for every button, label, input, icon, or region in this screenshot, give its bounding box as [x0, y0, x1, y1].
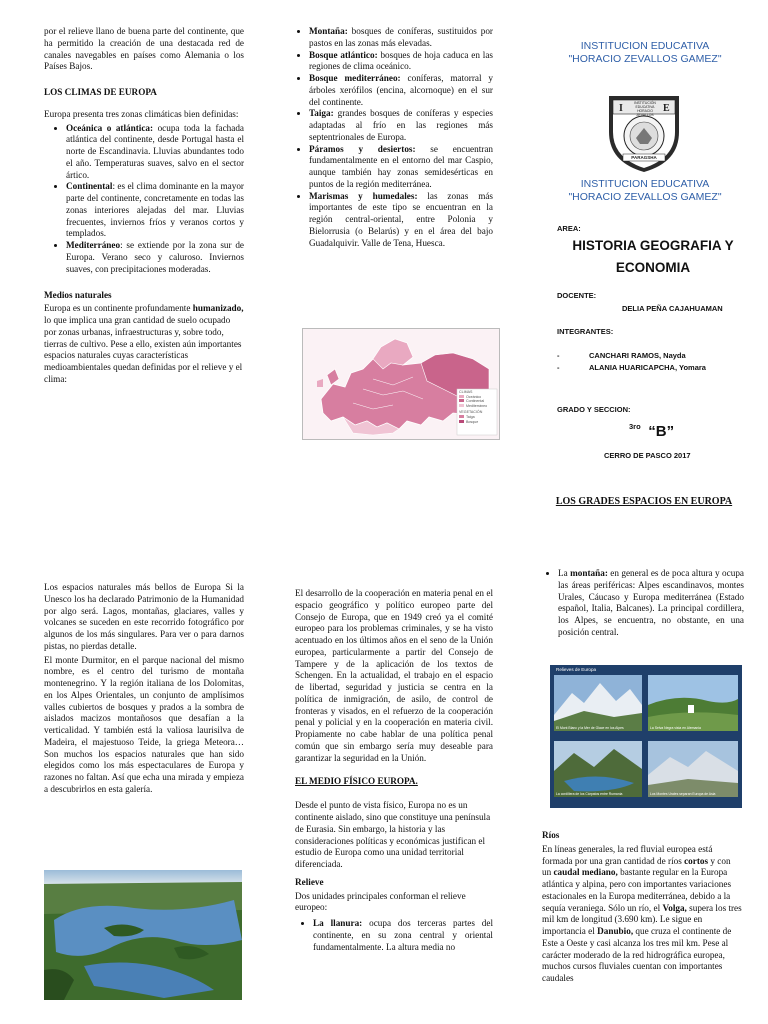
- list-item: - CANCHARI RAMOS, Nayda: [557, 351, 686, 360]
- medios-list: [291, 26, 493, 250]
- area-label: AREA:: [557, 224, 581, 233]
- relieve-list: [295, 918, 493, 953]
- grado-label: GRADO Y SECCION:: [557, 405, 631, 414]
- espacios-paragraph-2: El monte Durmitor, en el parque nacional del mismo nombre, es el centro del turismo de montaña montenegrino. Y la región italiana de los Dolomitas, en los Alpes Orientales, un conjunto de amplísimos valles cubiertos de bosques y prados a la sombra de aislados macizos montañosos que desafían a la verticalidad. Y también está la valiosa laurisilva de Madeira, el majestuoso Teide, la griega Meteora… Son muchos los espacios naturales que han sido elegidos como los más espectaculares de Europa y razones no faltan. Así que echa una mirada y empieza a descubrirlos en esta galería.: [44, 654, 244, 795]
- climas-list: [44, 123, 244, 276]
- photo-caption: El Mont Blanc y la Mer de Glace en los Alpes: [556, 726, 624, 730]
- list-item: • Continental: es el clima dominante en la mayor parte del continente, concretamente en todas las zonas interiores alejadas del mar. Lluvias frecuentes, inviernos fríos y veranos cortos y templados.: [66, 181, 244, 240]
- rios-paragraph: En líneas generales, la red fluvial europea está formada por una gran cantidad de ríos cortos y con un caudal mediano, bastante regular en la Europa atlántica y alpina, pero con importantes variaciones estacionales en la Europa mediterránea, debido a la sequía veraniega. Sólo un río, el Volga, supera los tres mil km de longitud (3.690 km). Le sigue en importancia el Danubio, que cruza el continente de Este a Oeste y casi alcanza los tres mil km. Pese al carácter moderado de la red hidrográfica europea, muchos cursos fluviales cuentan con importantes caudales: [542, 843, 742, 984]
- school-name: INSTITUCION EDUCATIVA "HORACIO ZEVALLOS GAMEZ": [568, 40, 722, 66]
- legend-entry: Oceánico: [459, 395, 497, 400]
- legend-entry: Bosque: [459, 420, 497, 425]
- panel-espacios: [44, 582, 244, 798]
- lake-forest-photo: [44, 870, 242, 1000]
- panel-cooperacion: [295, 588, 493, 957]
- legend-heading: CLIMAS: [459, 390, 473, 394]
- school-crest-logo: [603, 88, 685, 174]
- medios-paragraph: Europa es un continente profundamente humanizado, lo que implica una gran cantidad de suelo ocupado por zonas urbanas, infraestructuras y, sobre todo, tierras de cultivo. Pese a ello, existen aún importantes espacios naturales cuyas características medioambientales quedan definidas por el relieve y el clima:: [44, 303, 244, 384]
- list-item: • Bosque atlántico: bosques de hoja caduca en las regiones de clima oceánico.: [309, 50, 493, 74]
- integrantes-list: [557, 350, 706, 374]
- collage-title: Relieves de Europa: [556, 667, 597, 672]
- map-legend: [459, 390, 497, 424]
- mountain-landscapes-graphic: [550, 665, 742, 808]
- panel-montana: [540, 568, 744, 643]
- montana-list: [540, 568, 744, 639]
- panel-cover-details: [545, 178, 745, 204]
- legend-entry: Mediterráneo: [459, 404, 497, 409]
- area-value: HISTORIA GEOGRAFIA Y ECONOMIA: [572, 238, 734, 275]
- legend-entry: Continental: [459, 399, 497, 404]
- intro-paragraph: por el relieve llano de buena parte del continente, que ha permitido la creación de una destacada red de canales navegables en países como Alemania o los Países Bajos.: [44, 26, 244, 72]
- espacios-paragraph: Los espacios naturales más bellos de Europa Si la Unesco los ha declarado Patrimonio de la Humanidad por algo será. Lagos, montañas, glaciares, valles y volcanes se suceden en este recorrido fotográfico por algunos de los más singulares. Para ver o para darnos pistas, no pierdas detalle.: [44, 582, 244, 651]
- medios-heading: Medios naturales: [44, 289, 112, 300]
- relieve-paragraph: Dos unidades principales conforman el relieve europeo:: [295, 890, 466, 913]
- climas-intro: Europa presenta tres zonas climáticas bien definidas:: [44, 108, 239, 119]
- lake-landscape-graphic: [44, 870, 242, 1000]
- list-item: • Montaña: bosques de coníferas, sustituidos por pastos en las zonas más elevadas.: [309, 26, 493, 50]
- docente-value: DELIA PEÑA CAJAHUAMAN: [622, 304, 723, 313]
- relieves-photo-collage: [550, 665, 742, 808]
- list-item: • La montaña: en general es de poca altura y ocupa las áreas periféricas: Alpes escandinavos, montes Urales, Cáucaso y Europa mediterránea (Estado español, Italia, Balcanes). La principal cordillera, los Alpes, se encuentra, no obstante, en una posición central.: [558, 568, 744, 639]
- crest-text: INSTITUCIÓN EDUCATIVA HORACIO ZEVALLOS: [634, 101, 656, 117]
- list-item: • Páramos y desiertos: se encuentran fundamentalmente en el entorno del mar Caspio, aunque también hay zonas semidesérticas en puntos de la región mediterránea.: [309, 144, 493, 191]
- panel-cover: [545, 40, 745, 66]
- svg-text:E: E: [663, 103, 670, 114]
- list-item: • Mediterráneo: se extiende por la zona sur de Europa. Verano seco y caluroso. Inviernos suaves, con precipitaciones moderadas.: [66, 240, 244, 275]
- photo-caption: Los Montes Urales separan Europa de Asia: [650, 792, 716, 796]
- europe-climate-map: [302, 328, 500, 440]
- panel-climas: [44, 26, 244, 388]
- page-title: LOS GRADES ESPACIOS EN EUROPA: [555, 496, 733, 507]
- rios-heading: Ríos: [542, 830, 560, 840]
- legend-entry: Taiga: [459, 415, 497, 420]
- medio-fisico-heading: EL MEDIO FÍSICO EUROPA.: [295, 776, 418, 787]
- photo-caption: La cordillera de los Cárpatos entre Rumania: [556, 792, 623, 796]
- lugar-fecha: CERRO DE PASCO 2017: [604, 451, 691, 460]
- list-item: • Taiga: grandes bosques de coníferas y especies adaptadas al frío en las regiones más septentrionales de Europa.: [309, 108, 493, 143]
- svg-text:I: I: [619, 103, 623, 114]
- cooperacion-paragraph: El desarrollo de la cooperación en materia penal en el espacio geográfico y político europeo parte del Consejo de Europa, que en 1949 creó ya el comité europeo para los problemas criminales, y se ha visto acentuado en los últimos años en el seno de la Unión europea, particularmente a partir del Consejo de Tampere y de la aplicación de los textos de Schengen. En la actualidad, el trabajo en el espacio de libertad, seguridad y justicia se centra en la política de inmigración, de asilo, de control de fronteras y visados, en el refuerzo de la cooperación penal y policial y en la cooperación en materia civil. Propiamente no cabe hablar de una política penal común que sin embargo sería muy deseable para garantizar la seguridad en la Unión.: [295, 588, 493, 763]
- panel-medios: [291, 26, 493, 254]
- docente-label: DOCENTE:: [557, 291, 597, 300]
- photo-caption: La Selva Negra vista en Alemania: [650, 726, 701, 730]
- grado-value: $^{3ro}$ “B”: [629, 422, 675, 440]
- relieve-heading: Relieve: [295, 876, 324, 887]
- school-name-secondary: INSTITUCION EDUCATIVA "HORACIO ZEVALLOS GAMEZ": [568, 178, 722, 204]
- legend-heading: VEGETACIÓN: [459, 410, 483, 415]
- integrantes-label: INTEGRANTES:: [557, 327, 614, 336]
- panel-rios: [542, 830, 742, 987]
- medio-fisico-paragraph: Desde el punto de vista físico, Europa no es un continente aislado, sino que constituye una península de Eurasia. Sin embargo, la historia y las consideraciones políticas y económicas justifican el estudio de Europa como una unidad territorial diferenciada.: [295, 800, 491, 870]
- crest-place: PARAGSHA: [631, 155, 657, 160]
- list-item: • La llanura: ocupa dos terceras partes del continente, en su zona central y oriental fundamentalmente. La altura media no: [313, 918, 493, 953]
- list-item: • Marismas y humedales: las zonas más importantes de este tipo se encuentran en la región central-oriental, entre Polonia y Bielorrusia (o Belarús) y en el área del bajo Guadalquivir. Valle de Tena, Huesca.: [309, 191, 493, 250]
- list-item: • Bosque mediterráneo: coníferas, matorral y árboles xerófilos (encina, alcornoque) en el sur del continente.: [309, 73, 493, 108]
- climas-heading: LOS CLIMAS DE EUROPA: [44, 87, 157, 98]
- list-item: • Oceánica o atlántica: ocupa toda la fachada atlántica del continente, desde Portugal hasta el norte de Escandinavia. Lluvias abundantes todo el año. Temperaturas suaves, salvo en el sector ártico.: [66, 123, 244, 182]
- list-item: - ALANIA HUARICAPCHA, Yomara: [557, 363, 706, 372]
